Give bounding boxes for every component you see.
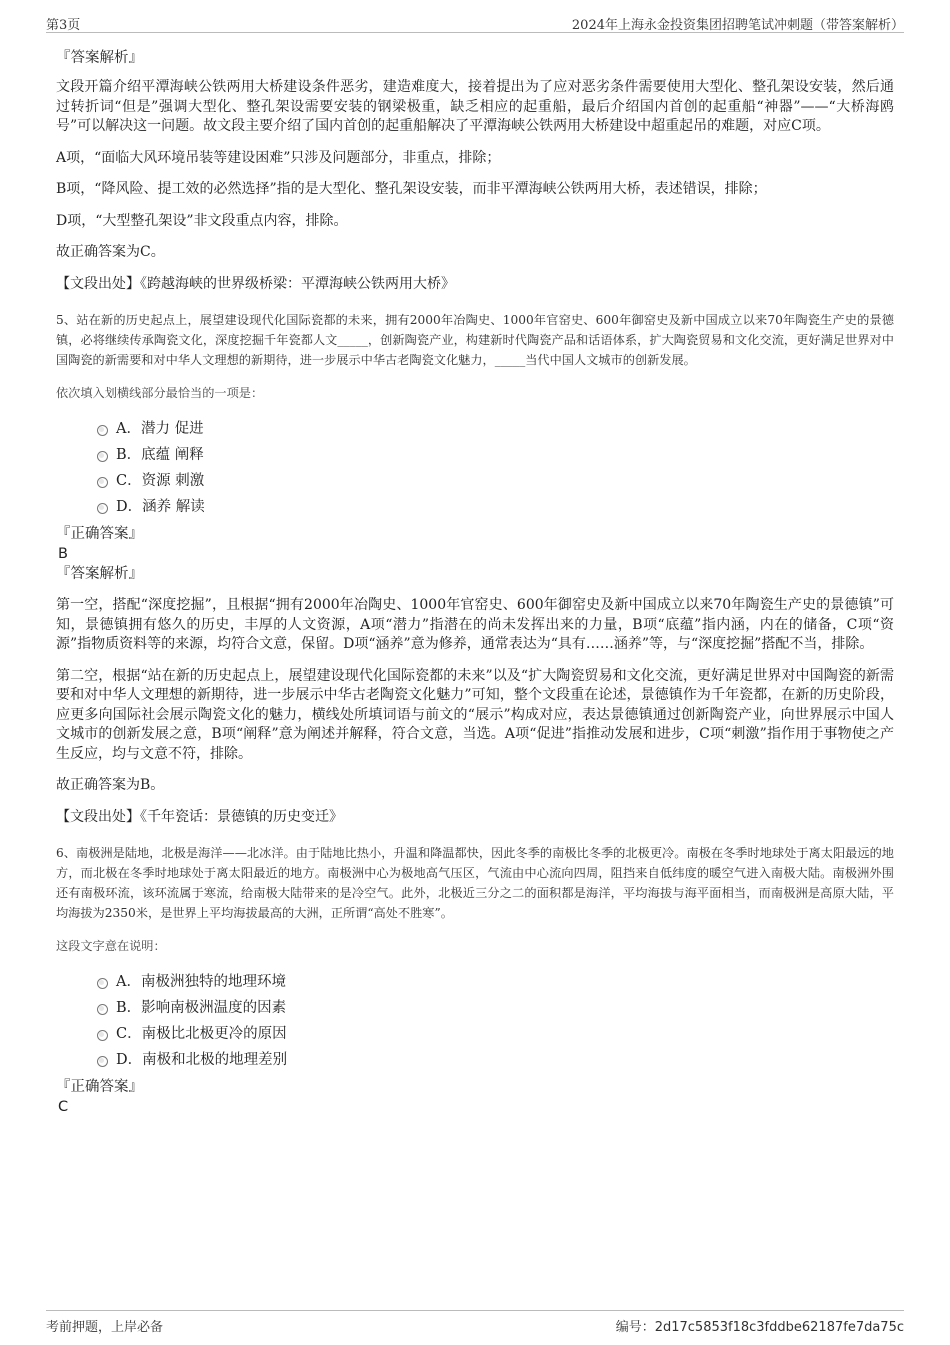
option-label: A．潜力 促进 [116,421,204,437]
q5-option-d[interactable] [56,494,894,520]
option-label: D．南极和北极的地理差别 [116,1052,288,1068]
page-footer [46,1310,904,1335]
q5-source: 【文段出处】《千年瓷话：景德镇的历史变迁》 [56,808,343,825]
option-label: C．资源 刺激 [116,473,205,489]
document-code-value: 2d17c5853f18c3fddbe62187fe7da75c [654,1320,904,1335]
q5-option-c[interactable] [56,468,894,494]
q4-analysis-option-d: D项，“大型整孔架设”非文段重点内容，排除。 [56,212,348,229]
option-label: C．南极比北极更冷的原因 [116,1026,287,1042]
q4-analysis-paragraph: 文段开篇介绍平潭海峡公铁两用大桥建设条件恶劣，建造难度大，接着提出为了应对恶劣条件需要使用大型化、整孔架设安装，然后通过转折词“但是”强调大型化、整孔架设需要安装的钢梁极重，缺乏相应的起重船，最后介绍国内首创的起重船“神器”——“大桥海鸥号”可以解决这一问题。故文段主要介绍了国内首创的起重船解决了平潭海峡公铁两用大桥建设中超重起吊的难题，对应C项。 [56,79,894,134]
q5-analysis-paragraph-1: 第一空，搭配“深度挖掘”，且根据“拥有2000年冶陶史、1000年官窑史、600年御窑史及新中国成立以来70年陶瓷生产史的景德镇”可知，景德镇拥有悠久的历史，丰厚的人文资源，A项“潜力”指潜在的尚未发挥出来的力量，B项“底蕴”指内涵，内在的储备，C项“资源”指物质资料等的来源，均符合文意，保留。D项“涵养”意为修养，通常表达为“具有……涵养”等，与“深度挖掘”搭配不当，排除。 [56,597,894,652]
footer-slogan: 考前押题，上岸必备 [46,1320,164,1335]
q6-option-b[interactable] [56,995,894,1021]
option-label: B．影响南极洲温度的因素 [116,1000,287,1016]
q6-option-a[interactable] [56,969,894,995]
document-code [616,1316,904,1335]
radio-button-icon[interactable] [97,978,108,989]
q5-answer: B [58,546,68,562]
q4-conclusion: 故正确答案为C。 [56,244,165,260]
q6-option-c[interactable] [56,1021,894,1047]
document-code-label: 编号： [615,1320,655,1335]
q6-option-d[interactable] [56,1047,894,1073]
option-label: D．涵养 解读 [116,499,205,515]
q5-conclusion: 故正确答案为B。 [56,777,165,793]
q5-option-a[interactable] [56,416,894,442]
q6-prompt: 这段文字意在说明： [56,939,166,953]
document-title: 2024年上海永金投资集团招聘笔试冲刺题（带答案解析） [571,18,904,33]
radio-button-icon[interactable] [97,1030,108,1041]
q6-options [56,969,894,1073]
q5-analysis-paragraph-2: 第二空，根据“站在新的历史起点上，展望建设现代化国际瓷都的未来”以及“扩大陶瓷贸易和文化交流，更好满足世界对中国陶瓷的新需要和对中华人文理想的新期待，进一步展示中华古老陶瓷文化魅力”可知，整个文段重在论述，景德镇作为千年瓷都，在新的历史阶段，应更多向国际社会展示陶瓷文化的魅力，横线处所填词语与前文的“展示”构成对应，表达景德镇通过创新陶瓷产业，向世界展示中国人文城市的创新发展之意，B项“阐释”意为阐述并解释，符合文意，当选。A项“促进”指推动发展和进步，C项“刺激”指作用于事物使之产生反应，均与文意不符，排除。 [56,667,894,762]
q5-options [56,416,894,520]
q5-stem: 5、站在新的历史起点上，展望建设现代化国际瓷都的未来，拥有2000年冶陶史、1000年官窑史、600年御窑史及新中国成立以来70年陶瓷生产史的景德镇，必将继续传承陶瓷文化，深度挖掘千年瓷都人文_____，创新陶瓷产业，构建新时代陶瓷产品和话语体系，扩大陶瓷贸易和文化交流，更好满足世界对中国陶瓷的新需要和对中华人文理想的新期待，进一步展示中华古老陶瓷文化魅力，_____当代中国人文城市的创新发展。 [56,313,894,367]
q5-answer-label: 『正确答案』 [56,526,143,542]
radio-button-icon[interactable] [97,477,108,488]
radio-button-icon[interactable] [97,1004,108,1015]
radio-button-icon[interactable] [97,503,108,514]
option-label: A．南极洲独特的地理环境 [116,974,286,990]
q6-stem: 6、南极洲是陆地，北极是海洋——北冰洋。由于陆地比热小，升温和降温都快，因此冬季的南极比冬季的北极更冷。南极在冬季时地球处于离太阳最远的地方，而北极在冬季时地球处于离太阳最近的地方。南极洲中心为极地高气压区，气流由中心流向四周，阻挡来自低纬度的暖空气进入南极大陆。南极洲外围还有南极环流，该环流属于寒流，给南极大陆带来的是冷空气。此外，北极近三分之二的面积都是海洋，平均海拔与海平面相当，而南极洲是高原大陆，平均海拔为2350米，是世界上平均海拔最高的大洲，正所谓“高处不胜寒”。 [56,846,894,920]
q4-analysis-label: 『答案解析』 [56,50,143,66]
document-body [56,48,894,1117]
option-label: B．底蕴 阐释 [116,447,204,463]
radio-button-icon[interactable] [97,1056,108,1067]
q6-answer-label: 『正确答案』 [56,1079,143,1095]
q5-analysis-label: 『答案解析』 [56,566,143,582]
page-header [46,10,904,33]
q5-prompt: 依次填入划横线部分最恰当的一项是： [56,386,264,400]
q4-analysis-option-a: A项，“面临大风环境吊装等建设困难”只涉及问题部分，非重点，排除； [56,149,501,166]
page-number: 第3页 [46,18,81,33]
radio-button-icon[interactable] [97,451,108,462]
q4-source: 【文段出处】《跨越海峡的世界级桥梁：平潭海峡公铁两用大桥》 [56,275,455,292]
q4-analysis-option-b: B项，“降风险、提工效的必然选择”指的是大型化、整孔架设安装，而非平潭海峡公铁两用大桥，表述错误，排除； [56,181,767,197]
radio-button-icon[interactable] [97,425,108,436]
q6-answer: C [58,1099,69,1115]
q5-option-b[interactable] [56,442,894,468]
